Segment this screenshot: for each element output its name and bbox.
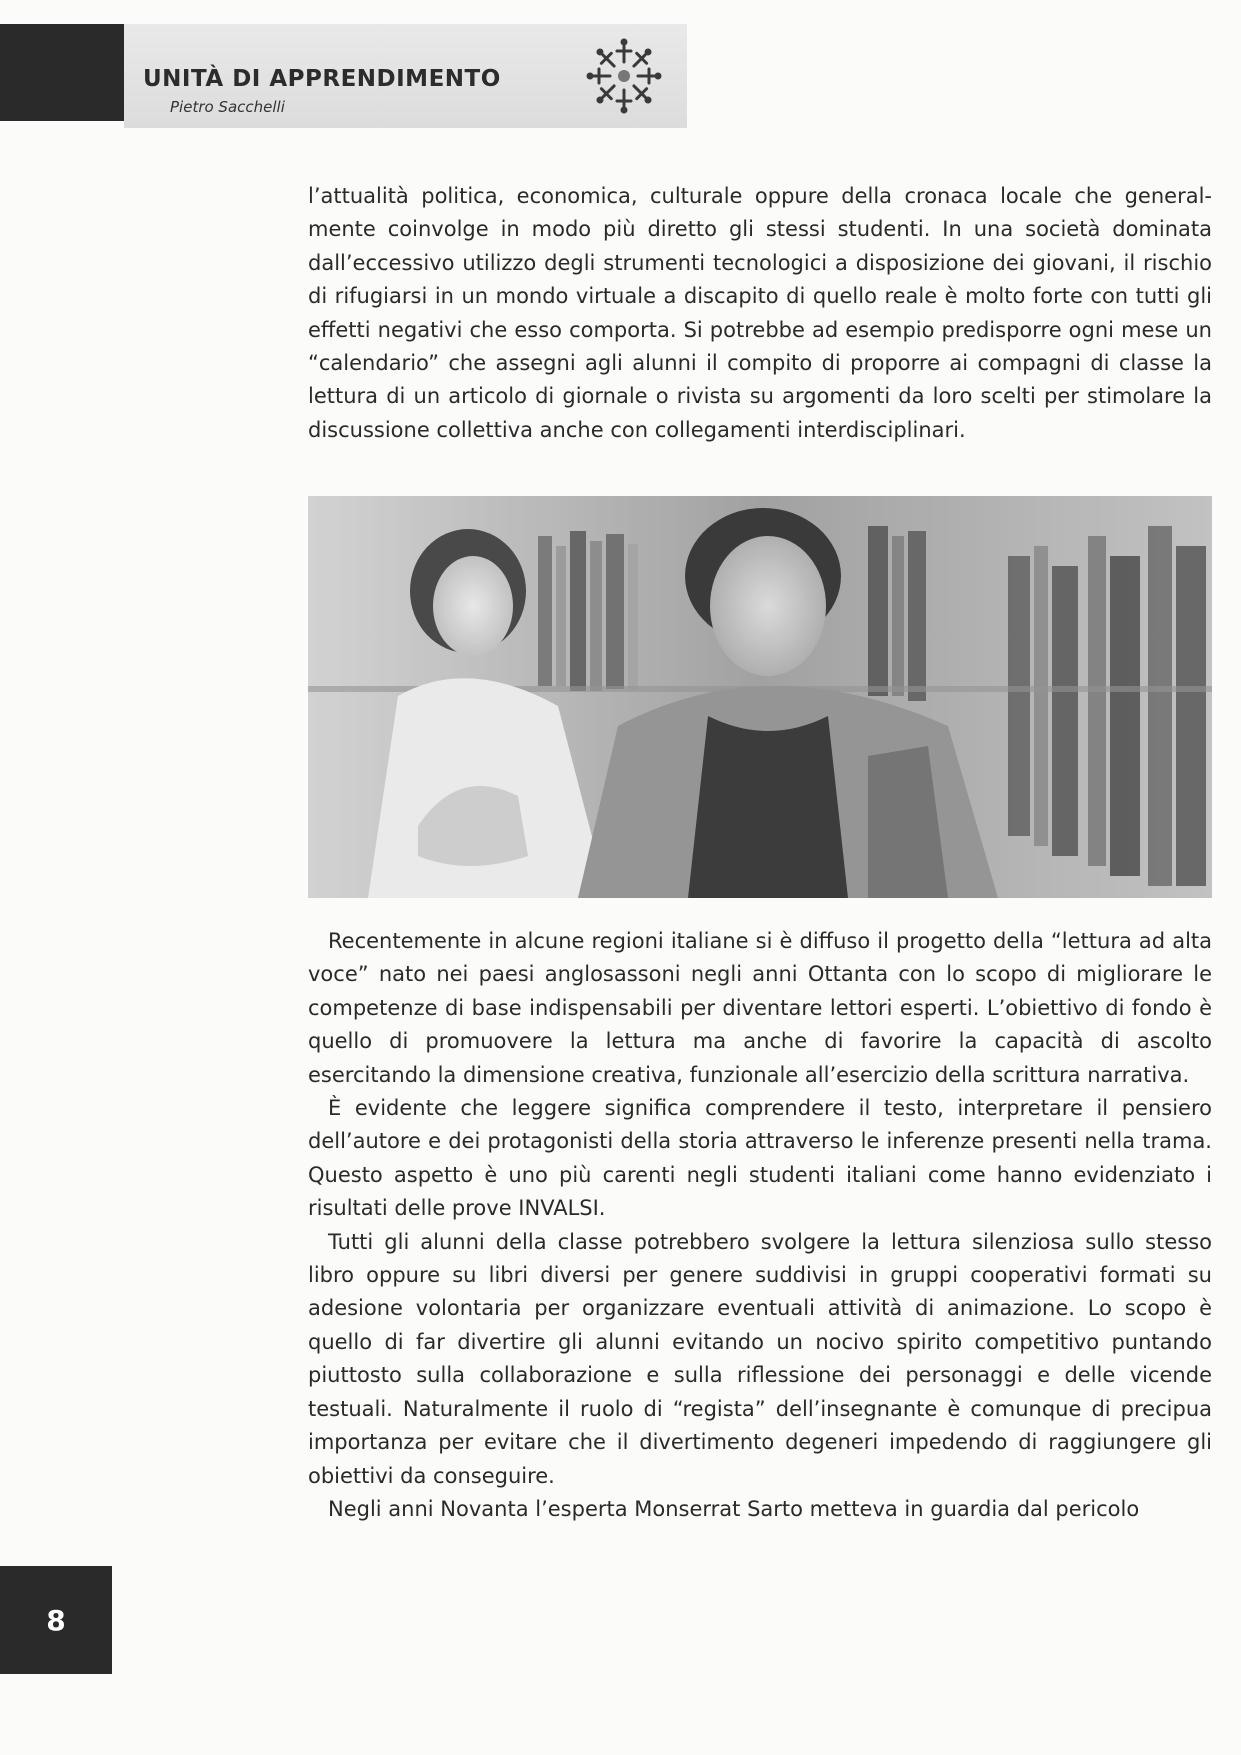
header-dark-tab: [0, 24, 124, 121]
paragraph-1: Recentemente in alcune regioni italiane si è diffuso il progetto della “lettura ad alta voce” nato nei paesi anglosassoni negli anni Ottanta con lo scopo di migliorare le competenze di base indispensabili per diventare lettori esperti. L’obiettivo di fondo è quello di promuovere la lettura ma anche di favorire la capacità di ascolto esercitando la dimensione creativa, funzionale all’esercizio della scrittura narrativa.: [308, 929, 1212, 1087]
paragraph-continuation: l’attualità politica, economica, culturale oppure della cronaca locale che generalmente coinvolge in modo più diretto gli stessi studenti. In una società dominata dall’eccessivo utilizzo degli strumenti tecnologici a disposizione dei giovani, il rischio di rifugiarsi in un mondo virtuale a discapito di quello reale è molto forte con tutti gli effetti negativi che esso comporta. Si potrebbe ad esempio predisporre ogni mese un “calendario” che assegni agli alunni il compito di proporre ai compagni di classe la lettura di un articolo di giornale o rivista su argomenti da loro scelti per stimolare la discussione collettiva anche con collegamenti interdisciplinari.: [308, 184, 1212, 442]
page-number: 8: [46, 1603, 66, 1637]
header-author: Pietro Sacchelli: [170, 98, 285, 116]
students-reading-photo: [308, 496, 1212, 898]
header-title: UNITÀ DI APPRENDIMENTO: [143, 66, 501, 92]
body-text-top: [308, 180, 1212, 447]
paragraph-2: È evidente che leggere significa comprendere il testo, interpretare il pensiero dell’autore e dei protagonisti della storia attraverso le inferenze presenti nella trama. Questo aspetto è uno più carenti negli studenti italiani come hanno evidenziato i risultati delle prove INVALSI.: [308, 1096, 1212, 1221]
paragraph-4: Negli anni Novanta l’esperta Monserrat Sarto metteva in guardia dal pericolo: [328, 1496, 1140, 1521]
body-text-bottom: [308, 925, 1212, 1526]
people-circle-icon: [574, 30, 674, 122]
paragraph-3: Tutti gli alunni della classe potrebbero svolgere la lettura silenziosa sullo stesso libro oppure su libri diversi per genere suddivisi in gruppi cooperativi formati su adesione volontaria per organizzare eventuali attività di animazione. Lo scopo è quello di far divertire gli alunni evitando un nocivo spirito competitivo puntando piuttosto sulla collaborazione e sulla riflessione dei personaggi e delle vicende testuali. Naturalmente il ruolo di “regista” dell’insegnante è comunque di precipua importanza per evitare che il divertimento degeneri impedendo di raggiungere gli obiettivi da conseguire.: [308, 1229, 1212, 1488]
